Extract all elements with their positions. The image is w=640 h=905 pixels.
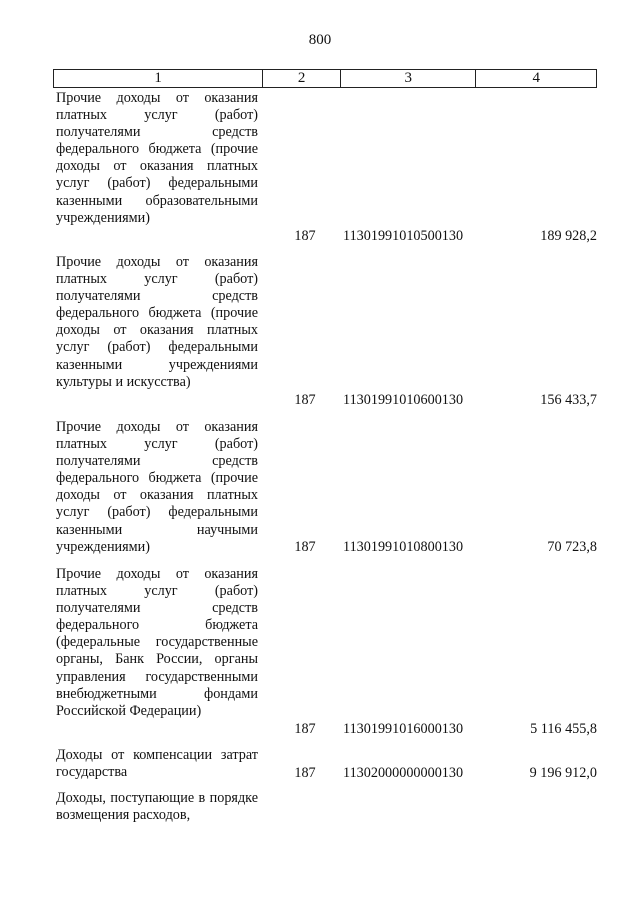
row-name: Доходы от компенсации затрат государства — [56, 747, 258, 781]
page-number: 800 — [308, 32, 332, 48]
table-row — [56, 90, 597, 245]
row-kbk: 11302000000000130 — [343, 765, 464, 781]
row-admin-code: 187 — [294, 392, 316, 408]
row-admin-code: 187 — [294, 539, 316, 555]
row-name: Прочие доходы от оказания платных услуг (работ) получателями средств федерального бюджета (прочие доходы от оказания платных услуг (работ) федеральными казенными образовательными учреждениями) — [56, 90, 258, 226]
column-header-3: 3 — [341, 70, 477, 87]
table-row — [56, 566, 597, 738]
row-amount: 9 196 912,0 — [529, 765, 597, 781]
row-amount: 156 433,7 — [540, 392, 597, 408]
row-name: Прочие доходы от оказания платных услуг (работ) получателями средств федерального бюджета (федеральные государственные органы, Банк России, органы управления государственными внебюджетными фондами Российской Федерации) — [56, 566, 258, 719]
table-row — [56, 747, 597, 783]
table-row — [56, 419, 597, 557]
row-kbk: 11301991016000130 — [343, 721, 464, 737]
row-admin-code: 187 — [294, 228, 316, 244]
column-header-4: 4 — [532, 70, 540, 86]
row-admin-code: 187 — [294, 765, 316, 781]
row-name: Прочие доходы от оказания платных услуг (работ) получателями средств федерального бюджета (прочие доходы от оказания платных услуг (работ) федеральными казенными учреждениями культуры и искусства) — [56, 254, 258, 390]
row-kbk: 11301991010800130 — [343, 539, 464, 555]
table-row — [56, 254, 597, 409]
column-header-2: 2 — [263, 70, 341, 87]
row-amount: 70 723,8 — [547, 539, 597, 555]
row-amount: 5 116 455,8 — [530, 721, 597, 737]
row-admin-code: 187 — [294, 721, 316, 737]
row-kbk: 11301991010500130 — [343, 228, 464, 244]
row-kbk: 11301991010600130 — [343, 392, 464, 408]
row-amount: 189 928,2 — [540, 228, 597, 244]
table-row — [56, 790, 597, 826]
column-header-1: 1 — [54, 70, 263, 87]
row-name: Доходы, поступающие в порядке возмещения расходов, — [56, 790, 258, 824]
table-header-row — [53, 69, 597, 88]
row-name: Прочие доходы от оказания платных услуг (работ) получателями средств федерального бюджета (прочие доходы от оказания платных услуг (работ) федеральными казенными научными учреждениями) — [56, 419, 258, 555]
